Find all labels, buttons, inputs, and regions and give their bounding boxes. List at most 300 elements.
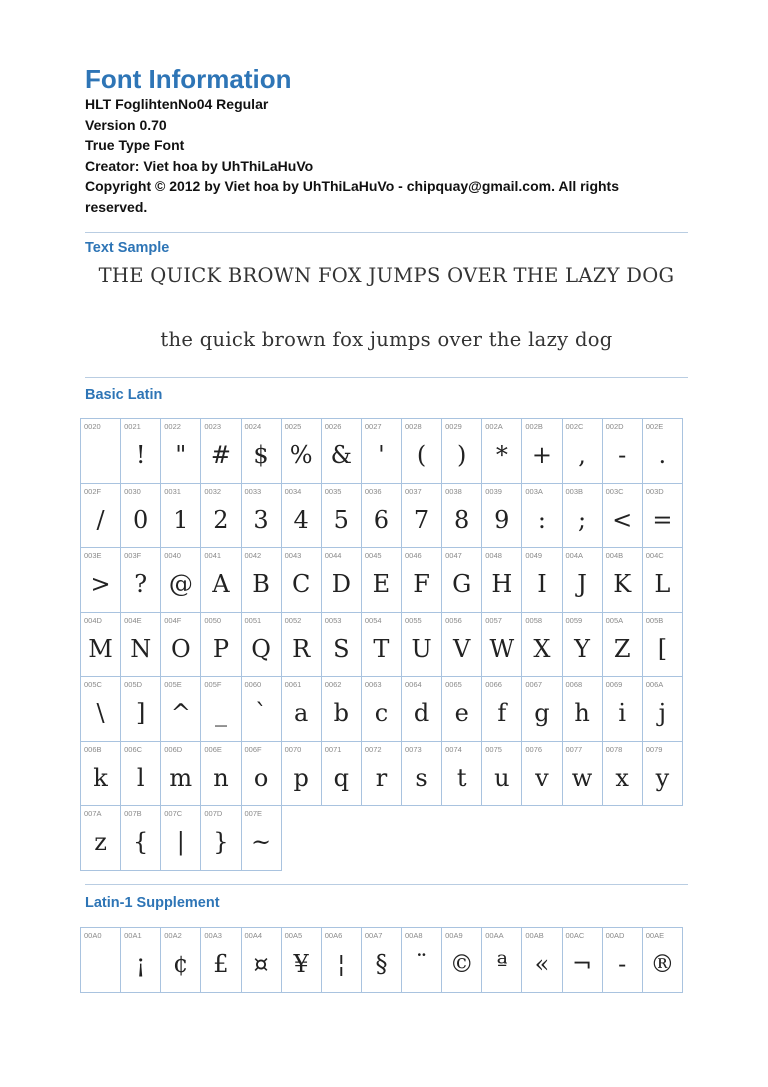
glyph-char: ) [457,441,467,469]
glyph-code: 0044 [324,551,342,560]
glyph-char: e [454,699,469,727]
glyph-code: 0051 [244,615,262,625]
glyph-char: S [333,634,350,663]
glyph-cell [522,677,562,742]
glyph-char: . [658,441,667,469]
font-copyright-cont: reserved. [85,198,148,215]
font-creator: Creator: Viet hoa by UhThiLaHuVo [85,157,314,174]
glyph-char: " [175,441,187,469]
glyph-char: y [655,763,670,792]
glyph-cell [522,483,562,548]
font-name: HLT FoglihtenNo04 Regular [85,96,269,112]
glyph-cell [361,741,401,806]
glyph-cell [482,612,522,677]
glyph-code: 0038 [445,486,462,496]
glyph-code: 00A1 [124,931,142,940]
glyph-code: 0036 [364,486,382,496]
glyph-cell [402,419,442,484]
glyph-char: x [615,763,629,792]
glyph-cell [442,483,482,548]
glyph-char: J [577,570,587,598]
glyph-char: G [452,570,472,598]
glyph-code: 003A [525,486,543,496]
glyph-code: 0073 [405,744,422,754]
glyph-char: j [658,699,667,727]
glyph-code: 0049 [525,551,543,560]
glyph-char: 4 [293,505,309,534]
glyph-code: 0079 [645,744,663,754]
glyph-code: 0072 [364,744,382,754]
page-title: Font Information [85,64,292,94]
glyph-cell [442,548,482,613]
glyph-char: + [531,441,552,469]
glyph-code: 004F [164,615,182,625]
font-version: Version 0.70 [85,116,167,133]
empty-cell [562,806,602,871]
glyph-char: - [618,441,627,469]
glyph-cell [321,677,361,742]
glyph-cell [121,548,161,613]
glyph-code: 0026 [324,422,342,431]
text-sample-heading: Text Sample [85,240,170,256]
glyph-code: 0043 [284,551,302,560]
glyph-char: < [612,505,633,534]
glyph-char: f [497,699,507,727]
glyph-cell [482,483,522,548]
glyph-code: 0066 [485,680,502,689]
glyph-char: 3 [253,505,269,534]
glyph-char: K [613,570,632,598]
glyph-char: 5 [333,505,349,534]
glyph-cell [361,928,401,993]
glyph-char: a [294,699,309,727]
glyph-code: 005C [84,680,102,689]
glyph-cell [602,677,642,742]
glyph-row [81,419,683,484]
glyph-char: ] [136,699,146,727]
glyph-code: 0069 [605,680,623,689]
empty-cell [522,806,562,871]
glyph-code: 0061 [284,680,302,689]
glyph-char: s [415,763,428,792]
glyph-cell [241,483,281,548]
glyph-cell [81,612,121,677]
glyph-code: 0056 [445,615,462,625]
glyph-cell [361,612,401,677]
glyph-cell [321,548,361,613]
glyph-char: w [571,763,593,792]
glyph-char: 6 [373,505,390,534]
glyph-char: I [537,570,547,598]
glyph-cell [241,928,281,993]
glyph-char: i [618,699,627,727]
glyph-code: 00A7 [364,931,383,940]
glyph-char: 1 [173,505,189,534]
glyph-code: 0021 [124,422,141,431]
glyph-code: 006D [164,744,183,754]
glyph-cell [361,483,401,548]
glyph-cell [281,677,321,742]
glyph-cell [522,548,562,613]
glyph-code: 007A [84,809,102,818]
glyph-char: k [93,763,108,792]
glyph-cell [361,548,401,613]
glyph-code: 005B [645,615,664,625]
glyph-cell [402,548,442,613]
glyph-cell [161,483,201,548]
glyph-cell [482,548,522,613]
glyph-char: ¢ [173,950,189,978]
glyph-code: 004E [124,615,142,625]
glyph-cell [361,677,401,742]
glyph-code: 0075 [485,744,502,754]
glyph-char: A [212,570,230,598]
glyph-char: ` [255,699,268,727]
glyph-code: 002B [525,422,543,431]
glyph-char: ¡ [135,950,146,978]
glyph-code: 002E [645,422,664,431]
empty-cell [321,806,361,871]
glyph-char: B [252,570,270,598]
glyph-cell [161,928,201,993]
glyph-code: 0067 [525,680,543,689]
glyph-char: } [213,828,229,856]
glyph-char: d [413,699,430,727]
glyph-code: 0071 [324,744,342,754]
sample-uppercase: THE QUICK BROWN FOX JUMPS OVER THE LAZY DOG [98,264,675,287]
empty-cell [402,806,442,871]
glyph-cell [361,419,401,484]
glyph-cell [482,928,522,993]
glyph-code: 006F [244,744,262,754]
glyph-row [81,483,683,548]
glyph-cell [281,612,321,677]
glyph-char: X [533,634,551,663]
glyph-code: 0059 [565,615,583,625]
glyph-code: 00A4 [244,931,263,940]
glyph-char: C [292,570,311,598]
glyph-code: 00A2 [164,931,182,940]
glyph-char: ® [650,950,675,978]
glyph-char: { [133,828,149,856]
glyph-code: 0039 [485,486,502,496]
glyph-cell [201,928,241,993]
glyph-row [81,612,683,677]
glyph-code: 00A5 [284,931,303,940]
glyph-cell [402,483,442,548]
glyph-cell [642,677,682,742]
glyph-code: 00A8 [405,931,423,940]
glyph-code: 0034 [284,486,302,496]
glyph-code: 0047 [445,551,462,560]
glyph-code: 0050 [204,615,222,625]
glyph-code: 0045 [364,551,382,560]
glyph-cell [642,548,682,613]
glyph-code: 00AB [525,931,544,940]
glyph-code: 006C [124,744,143,754]
glyph-code: 003D [645,486,664,496]
glyph-code: 00AC [565,931,585,940]
glyph-code: 002F [84,486,102,496]
glyph-cell [121,483,161,548]
glyph-cell [81,928,121,993]
basic-latin-grid [80,418,683,871]
glyph-char: o [253,763,269,792]
glyph-code: 004D [84,615,102,625]
glyph-cell [281,741,321,806]
glyph-char: 8 [454,505,470,534]
glyph-code: 00A3 [204,931,222,940]
glyph-char: ¤ [253,950,269,978]
glyph-code: 0060 [244,680,262,689]
glyph-char: « [534,950,550,978]
glyph-code: 007E [244,809,263,818]
glyph-cell [81,548,121,613]
glyph-cell [121,677,161,742]
glyph-cell [642,928,682,993]
glyph-code: 0068 [565,680,583,689]
glyph-char: $ [253,441,269,469]
glyph-cell [442,741,482,806]
glyph-code: 0058 [525,615,543,625]
glyph-cell [161,741,201,806]
glyph-code: 0035 [324,486,342,496]
glyph-cell [241,741,281,806]
glyph-char: W [489,634,515,663]
glyph-cell [482,419,522,484]
glyph-char: E [372,570,391,598]
glyph-cell [121,928,161,993]
glyph-code: 006A [645,680,664,689]
glyph-code: 005E [164,680,182,689]
glyph-cell [241,419,281,484]
glyph-row [81,677,683,742]
glyph-code: 003C [605,486,624,496]
glyph-char: n [213,763,229,792]
glyph-cell [201,612,241,677]
glyph-code: 0074 [445,744,462,754]
glyph-cell [281,548,321,613]
glyph-char: p [293,763,309,792]
glyph-char: H [491,570,513,598]
glyph-cell [241,806,281,871]
glyph-char: ¨ [415,950,428,978]
glyph-char: V [453,634,471,663]
glyph-code: 0052 [284,615,302,625]
glyph-char: ^ [170,699,191,727]
empty-cell [602,806,642,871]
glyph-char: F [413,570,430,598]
glyph-code: 0063 [364,680,382,689]
glyph-code: 002A [485,422,503,431]
glyph-code: 0057 [485,615,502,625]
glyph-code: 0041 [204,551,222,560]
glyph-code: 0028 [405,422,422,431]
glyph-char: § [375,950,388,978]
glyph-char: \ [96,699,105,727]
section-divider [85,232,688,233]
glyph-cell [482,741,522,806]
glyph-cell [201,741,241,806]
glyph-cell [281,483,321,548]
glyph-cell [161,612,201,677]
glyph-cell [602,483,642,548]
glyph-code: 005A [605,615,624,625]
glyph-cell [562,928,602,993]
glyph-char: ? [134,570,148,598]
glyph-cell [602,548,642,613]
glyph-cell [642,612,682,677]
glyph-char: @ [168,570,193,598]
glyph-code: 0040 [164,551,181,560]
glyph-char: M [88,634,113,663]
glyph-cell [562,419,602,484]
glyph-code: 0065 [445,680,462,689]
glyph-cell [201,419,241,484]
glyph-char: ' [378,441,385,469]
glyph-code: 0062 [324,680,342,689]
empty-cell [642,806,682,871]
glyph-char: , [578,441,586,469]
glyph-code: 00A9 [445,931,463,940]
glyph-code: 0064 [405,680,422,689]
glyph-cell [281,419,321,484]
glyph-char: v [535,763,549,792]
sample-lowercase: the quick brown fox jumps over the lazy dog [160,328,613,351]
glyph-cell [81,483,121,548]
glyph-code: 007B [124,809,142,818]
glyph-cell [241,677,281,742]
glyph-cell [562,741,602,806]
glyph-char: = [652,505,673,534]
glyph-cell [442,612,482,677]
glyph-cell [201,806,241,871]
glyph-cell [562,677,602,742]
glyph-cell [562,483,602,548]
glyph-code: 0032 [204,486,222,496]
glyph-code: 0055 [405,615,422,625]
glyph-cell [241,612,281,677]
glyph-row [81,928,683,993]
font-info-block [85,94,688,217]
glyph-cell [522,419,562,484]
glyph-cell [161,806,201,871]
glyph-char: ¬ [572,950,593,978]
basic-latin-heading: Basic Latin [85,387,163,403]
glyph-cell [442,928,482,993]
glyph-char: & [330,441,352,469]
glyph-char: h [574,699,590,727]
glyph-code: 0023 [204,422,222,431]
empty-cell [482,806,522,871]
glyph-char: U [411,634,432,663]
glyph-char: c [374,699,389,727]
glyph-code: 003B [565,486,584,496]
glyph-char: | [176,828,185,856]
glyph-code: 003E [84,551,102,560]
glyph-code: 0020 [84,422,101,431]
glyph-cell [442,677,482,742]
glyph-cell [562,548,602,613]
empty-cell [361,806,401,871]
glyph-cell [522,741,562,806]
glyph-char: ( [416,441,427,469]
glyph-cell [121,741,161,806]
latin1-grid [80,927,683,993]
glyph-char: T [373,634,390,663]
glyph-char: * [495,441,508,469]
glyph-code: 002D [605,422,624,431]
section-divider [85,884,688,885]
glyph-cell [241,548,281,613]
glyph-code: 0054 [364,615,382,625]
glyph-cell [81,419,121,484]
glyph-code: 00AD [605,931,625,940]
glyph-char: g [534,699,550,727]
glyph-cell [321,612,361,677]
empty-cell [281,806,321,871]
glyph-code: 0053 [324,615,342,625]
glyph-code: 004C [645,551,664,560]
glyph-code: 005F [204,680,222,689]
glyph-code: 0037 [405,486,422,496]
glyph-char: : [537,505,546,534]
glyph-cell [442,419,482,484]
glyph-code: 002C [565,422,584,431]
font-type: True Type Font [85,137,185,153]
glyph-char: z [94,828,107,856]
glyph-code: 00A6 [324,931,343,940]
glyph-code: 0029 [445,422,462,431]
glyph-cell [161,419,201,484]
glyph-code: 0070 [284,744,302,754]
glyph-char: % [289,441,313,469]
glyph-cell [201,548,241,613]
glyph-char: D [331,570,351,598]
glyph-code: 00AE [645,931,665,940]
glyph-cell [281,928,321,993]
latin1-heading: Latin-1 Supplement [85,895,220,911]
glyph-cell [482,677,522,742]
glyph-char: R [292,634,311,663]
glyph-code: 004A [565,551,584,560]
glyph-code: 003F [124,551,142,560]
glyph-code: 0078 [605,744,623,754]
glyph-row [81,741,683,806]
glyph-cell [402,741,442,806]
glyph-code: 006B [84,744,102,754]
glyph-char: Y [574,634,590,663]
glyph-cell [602,741,642,806]
glyph-cell [602,928,642,993]
glyph-code: 0027 [364,422,382,431]
glyph-cell [402,928,442,993]
glyph-char: 9 [494,505,510,534]
glyph-char: m [169,763,193,792]
glyph-char: r [375,763,388,792]
glyph-code: 0046 [405,551,422,560]
glyph-char: © [449,950,474,978]
glyph-cell [642,419,682,484]
glyph-cell [321,419,361,484]
glyph-char: / [96,505,105,534]
glyph-cell [321,928,361,993]
glyph-code: 0030 [124,486,141,496]
glyph-char: ; [578,505,587,534]
empty-cell [442,806,482,871]
glyph-code: 0076 [525,744,543,754]
glyph-char: ~ [251,828,272,856]
